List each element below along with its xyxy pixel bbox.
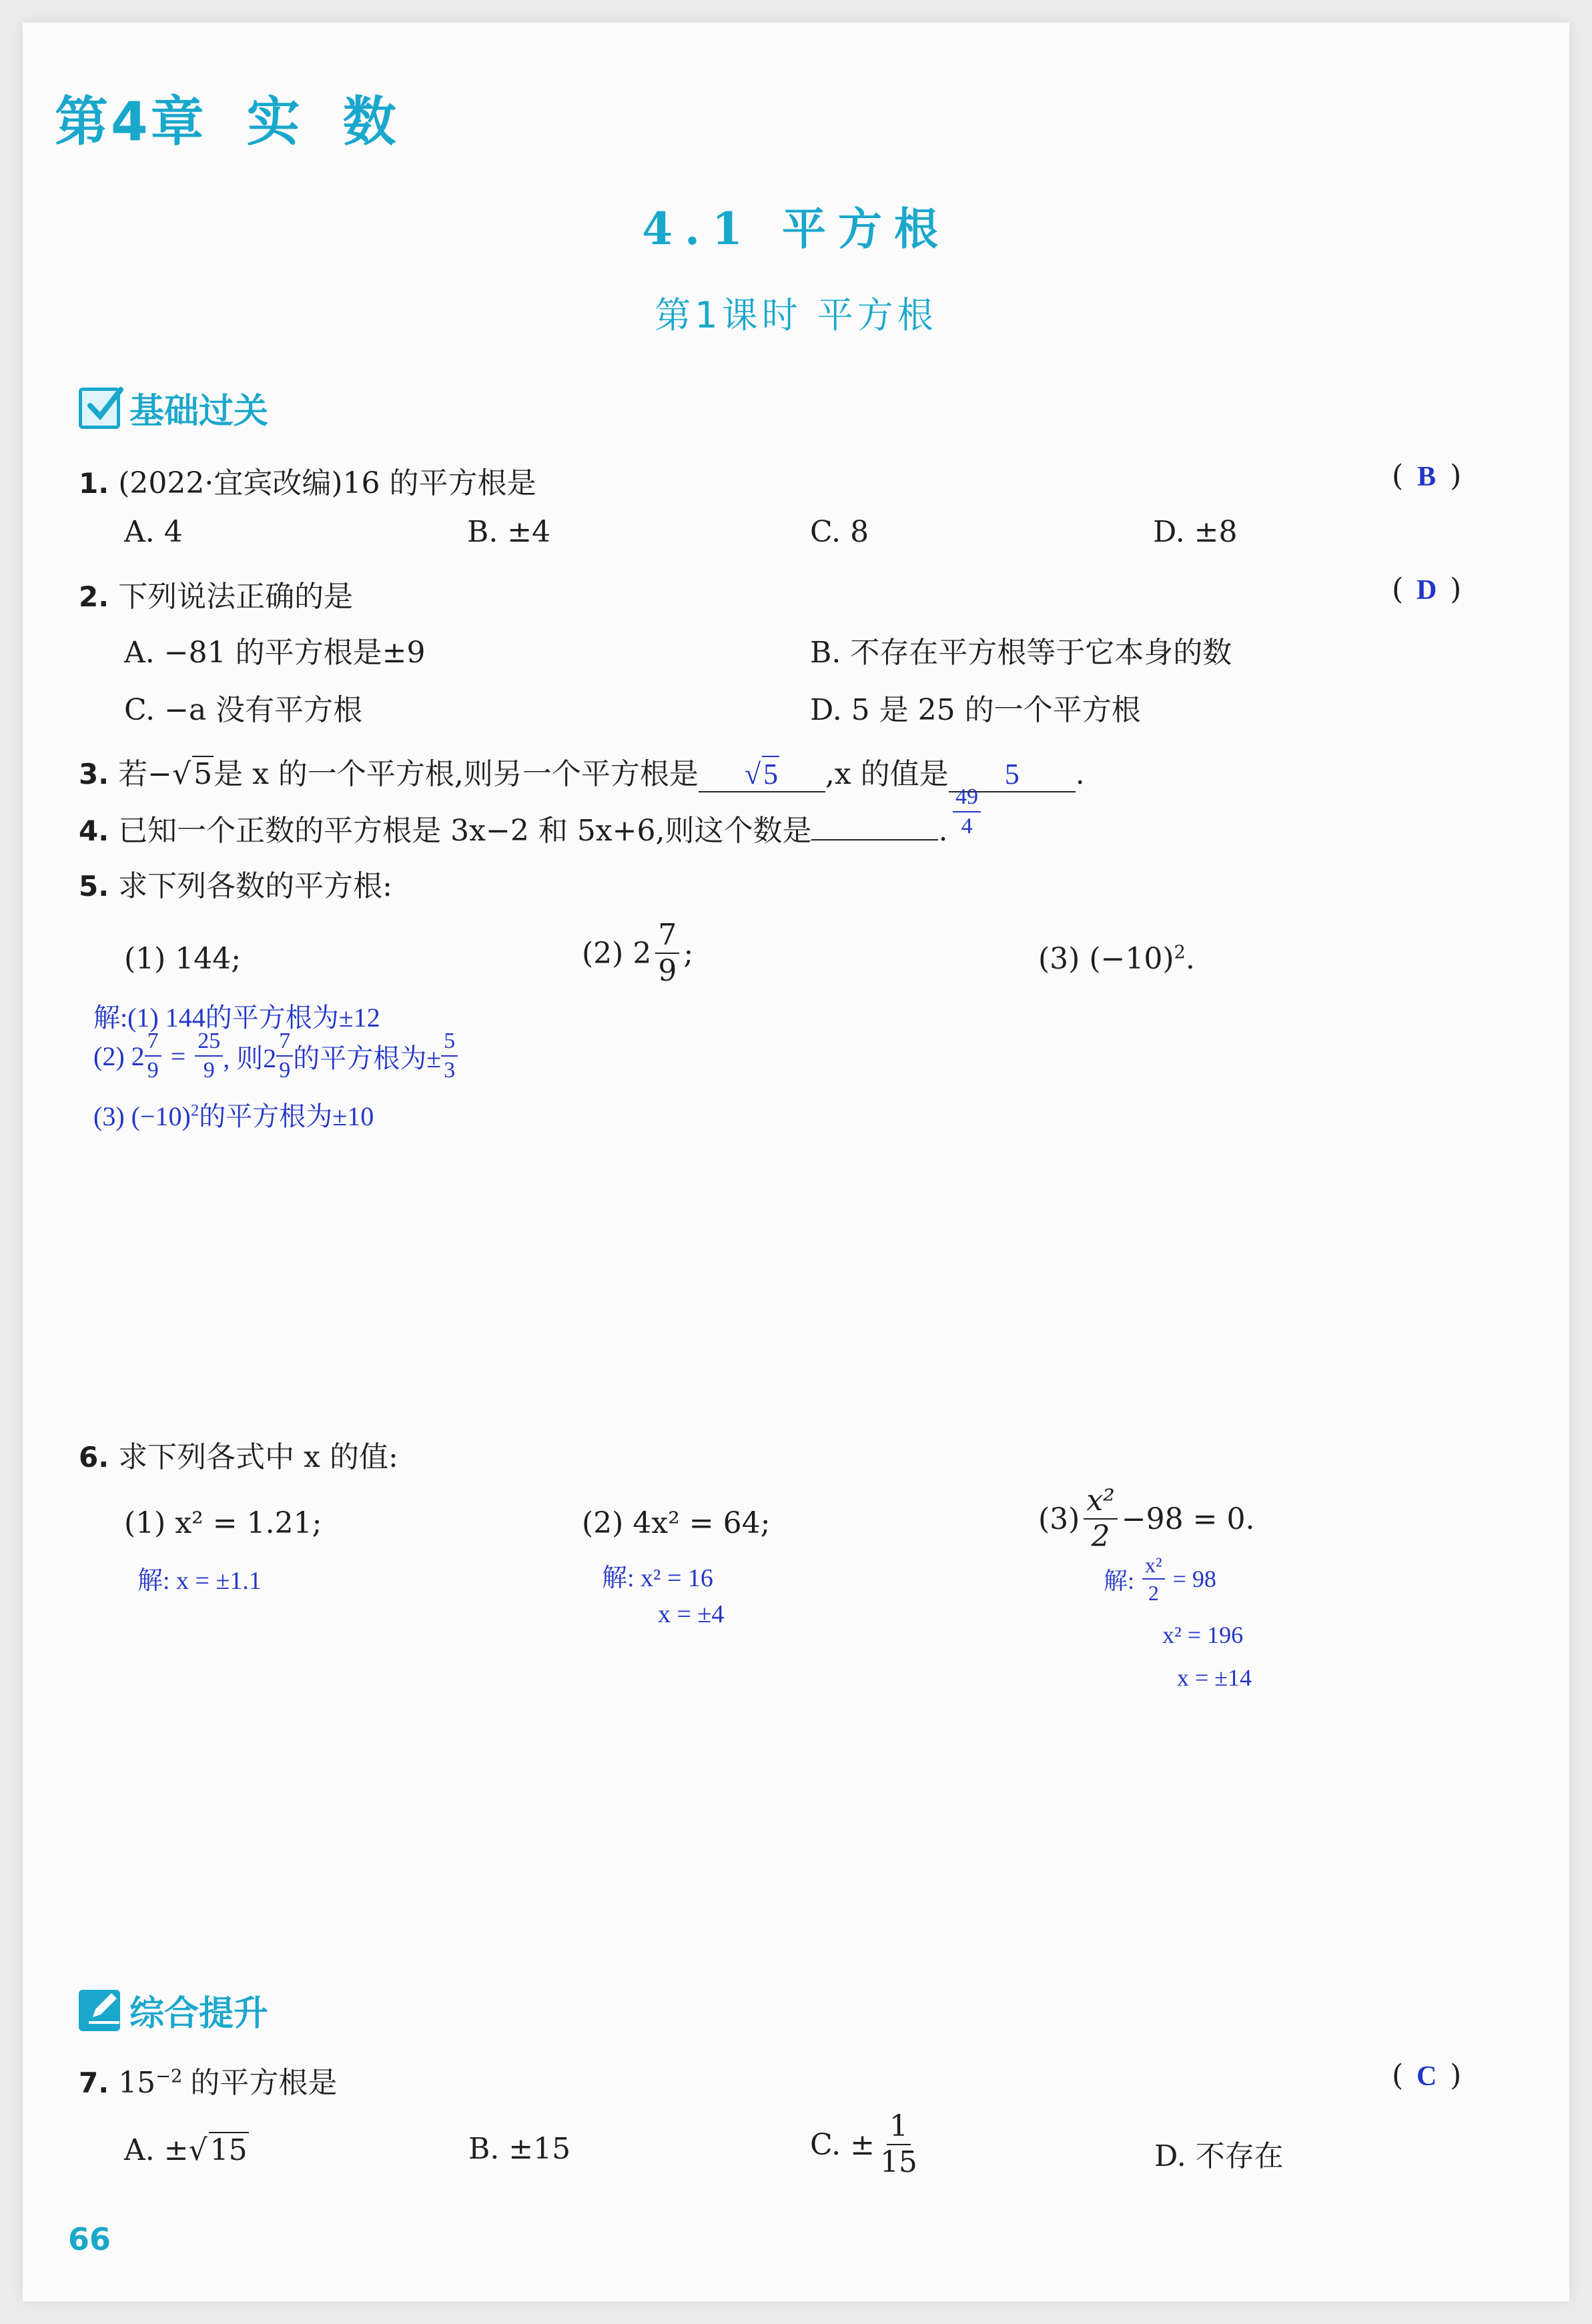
checkbox-icon (79, 388, 120, 429)
q7-option-a (124, 2132, 249, 2167)
q3-answer-radicand: 5 (762, 756, 779, 791)
sol2-frac-2 (195, 1030, 223, 1082)
q7-option-c (810, 2109, 920, 2179)
question-number: 2. (79, 580, 109, 613)
question-text: 求下列各式中 x 的值: (118, 1440, 398, 1474)
denominator: 2 (1148, 1581, 1159, 1605)
q2-option-a: A. −81 的平方根是±9 (124, 636, 426, 670)
numerator: 1 (887, 2112, 911, 2145)
question-5 (79, 862, 392, 905)
q4-blank (811, 806, 938, 840)
q4-answer-denominator: 4 (961, 814, 973, 838)
q6-p3-fraction (1084, 1486, 1117, 1552)
sol2-lead: (2) 2 (93, 1041, 145, 1071)
q5-p2-end: ; (683, 936, 694, 971)
basic-badge-label: 基础过关 (129, 392, 269, 432)
lesson-title: 第1课时 平方根 (655, 294, 937, 336)
question-6 (79, 1433, 398, 1476)
numerator: x² (1142, 1554, 1165, 1580)
denominator: 9 (658, 954, 677, 988)
q7-option-b: B. ±15 (468, 2132, 571, 2166)
q3-blank-1 (699, 756, 825, 792)
denominator: 9 (147, 1058, 159, 1083)
question-7 (79, 2059, 337, 2101)
q5-solution-1: 解:(1) 144的平方根为±12 (93, 1003, 380, 1033)
q5-p3-base: (3) (−10) (1038, 942, 1174, 976)
pencil-icon (79, 1990, 120, 2031)
chapter-title-b: 数 (342, 91, 399, 153)
option-label: C. ± (810, 2127, 875, 2162)
q6-p3-end: −98 = 0. (1121, 1502, 1255, 1536)
q2-option-b: B. 不存在平方根等于它本身的数 (810, 636, 1232, 670)
q7-base: 15 (118, 2066, 156, 2100)
q3-answer-2: 5 (1004, 758, 1020, 790)
q5-solution-2 (93, 1030, 458, 1082)
q1-option-a: A. 4 (124, 515, 183, 549)
q1-option-d: D. ±8 (1153, 515, 1238, 549)
chapter-label: 第4章 (55, 91, 207, 153)
numerator: 7 (655, 921, 679, 954)
numerator: 7 (276, 1030, 293, 1057)
sol-lead: 解: (1104, 1567, 1135, 1594)
question-4 (79, 806, 947, 849)
q5-part-2 (582, 918, 694, 988)
answer-choice: C (1417, 2061, 1437, 2092)
q6-solution-3b: x² = 196 (1162, 1622, 1244, 1648)
denominator: 3 (444, 1058, 456, 1083)
q6-solution-3c: x = ±14 (1177, 1664, 1252, 1691)
question-3 (79, 750, 1085, 792)
q3-radicand: 5 (193, 757, 213, 791)
numerator: 7 (145, 1030, 161, 1057)
q4-answer-fraction (953, 786, 981, 838)
q6-solution-3a (1104, 1554, 1216, 1604)
answer-bracket-2: ( D ) (1392, 572, 1462, 606)
sol2-frac-1 (145, 1030, 161, 1082)
q2-option-c: C. −a 没有平方根 (124, 693, 363, 727)
sqrt-symbol: √ (172, 757, 191, 791)
q5-p2-lead: (2) 2 (582, 936, 652, 971)
sol-equals: = 98 (1172, 1566, 1216, 1592)
numerator: x² (1084, 1486, 1117, 1520)
sol3-text: 的平方根为±10 (199, 1101, 374, 1131)
q3-answer-1: √5 (745, 758, 779, 790)
answer-bracket-1: ( B ) (1392, 459, 1462, 493)
numerator: 5 (441, 1030, 458, 1057)
question-number: 3. (79, 758, 109, 790)
q7-a-radicand: 15 (210, 2133, 248, 2167)
q6-part-1: (1) x² = 1.21; (124, 1506, 322, 1540)
advanced-section-badge (79, 1985, 268, 2035)
numerator: 25 (195, 1030, 223, 1057)
worksheet-page (23, 23, 1569, 2301)
q5-p3-end: . (1185, 942, 1195, 976)
q3-text-b: 是 x 的一个平方根,则另一个平方根是 (214, 757, 699, 791)
option-label: A. ± (124, 2133, 189, 2167)
chapter-heading (55, 79, 399, 155)
q3-text-a: 若− (118, 757, 173, 791)
sol2-equals: = (170, 1041, 186, 1071)
q5-part-1: (1) 144; (124, 942, 242, 976)
question-text: 下列说法正确的是 (118, 580, 354, 614)
q6-part-3 (1038, 1486, 1254, 1552)
q5-p3-exponent: 2 (1174, 942, 1186, 963)
question-number: 6. (79, 1441, 109, 1474)
chapter-title-a: 实 (246, 91, 303, 153)
sol2-frac-4 (441, 1030, 458, 1082)
section-title: 4.1 平方根 (642, 203, 950, 255)
q4-end: . (938, 814, 948, 848)
q4-answer-numerator: 49 (953, 786, 981, 812)
q6-p3-lead: (3) (1038, 1502, 1080, 1536)
q6-solution-1: 解: x = ±1.1 (137, 1567, 262, 1595)
q5-part-3 (1038, 942, 1195, 976)
q6-part-2: (2) 4x² = 64; (582, 1506, 771, 1540)
q3-end: . (1075, 757, 1085, 791)
q5-solution-3 (93, 1095, 374, 1133)
question-text: (2022·宜宾改编)16 的平方根是 (118, 466, 536, 500)
question-text: 已知一个正数的平方根是 3x−2 和 5x+6,则这个数是 (118, 814, 812, 848)
question-2 (79, 572, 353, 615)
question-1 (79, 459, 536, 502)
advanced-badge-label: 综合提升 (129, 1994, 269, 2034)
sol2-text: , 则2 (223, 1043, 277, 1073)
q7-option-d: D. 不存在 (1154, 2139, 1284, 2173)
question-number: 4. (79, 814, 109, 847)
q5-p2-fraction (655, 918, 679, 988)
question-number: 7. (79, 2067, 109, 2099)
answer-bracket-7: ( C ) (1392, 2059, 1462, 2093)
question-text: 的平方根是 (190, 2066, 338, 2100)
answer-choice: D (1417, 575, 1437, 606)
page-number: 66 (68, 2221, 111, 2257)
sol3-base: (3) (−10) (93, 1101, 191, 1131)
q2-option-d: D. 5 是 25 的一个平方根 (810, 693, 1141, 727)
question-number: 5. (79, 870, 109, 903)
sol2-text-2: 的平方根为± (293, 1043, 442, 1073)
q1-option-c: C. 8 (810, 515, 869, 549)
basic-section-badge (79, 383, 268, 433)
q1-option-b: B. ±4 (467, 515, 551, 549)
question-text: 求下列各数的平方根: (118, 869, 393, 903)
answer-choice: B (1417, 462, 1437, 492)
q7-exponent: −2 (155, 2066, 183, 2087)
question-number: 1. (79, 467, 109, 500)
denominator: 9 (279, 1058, 291, 1083)
sol3-exponent: 2 (190, 1101, 200, 1120)
q7-c-fraction (877, 2109, 920, 2179)
sqrt-symbol: √ (188, 2133, 208, 2167)
denominator: 15 (879, 2145, 917, 2179)
q6-solution-2a: 解: x² = 16 (602, 1564, 713, 1592)
q3-text-c: ,x 的值是 (825, 757, 949, 791)
denominator: 2 (1091, 1520, 1110, 1554)
q6-s3-fraction (1142, 1554, 1165, 1604)
sol2-frac-3 (276, 1030, 293, 1082)
q6-solution-2b: x = ±4 (658, 1600, 725, 1628)
denominator: 9 (203, 1058, 215, 1083)
